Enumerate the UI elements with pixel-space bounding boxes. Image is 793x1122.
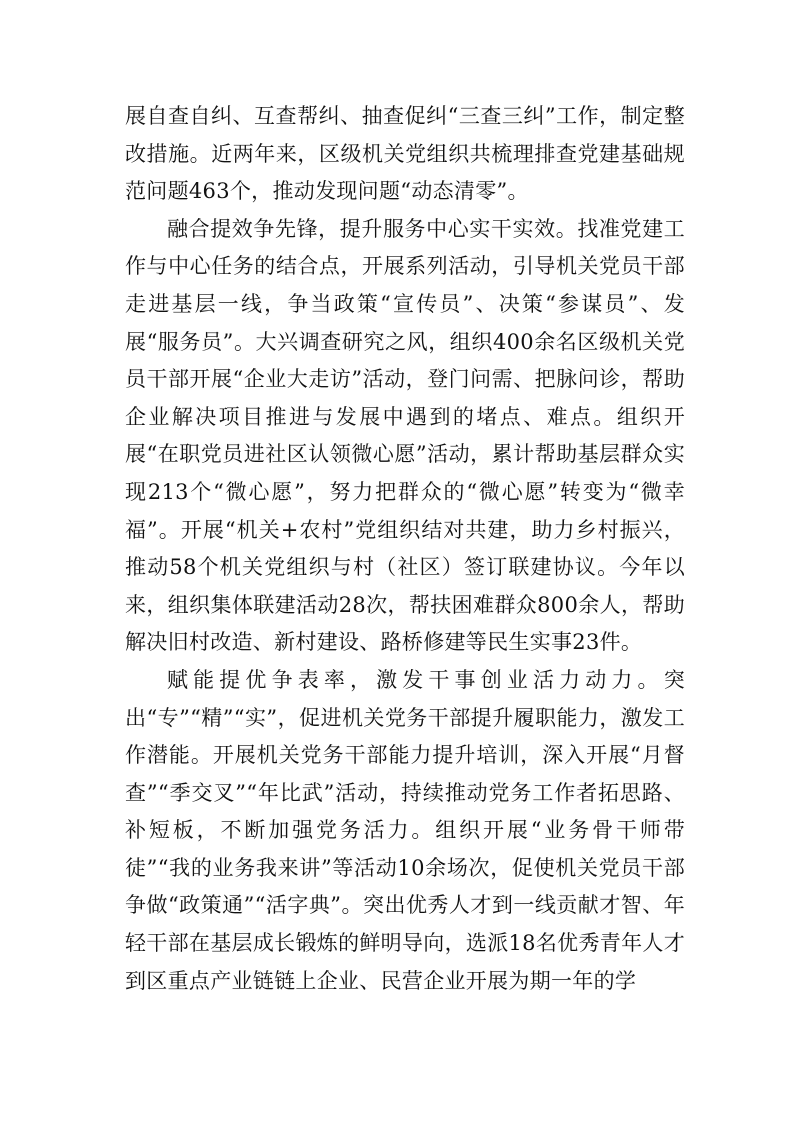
- document-body: [125, 98, 685, 1000]
- paragraph-2: 融合提效争先锋，提升服务中心实干实效。找准党建工作与中心任务的结合点，开展系列活动，引导机关党员干部走进基层一线，争当政策“宣传员”、决策“参谋员”、发展“服务员”。大兴调查研究之风，组织400余名区级机关党员干部开展“企业大走访”活动，登门问需、把脉问诊，帮助企业解决项目推进与发展中遇到的堵点、难点。组织开展“在职党员进社区认领微心愿”活动，累计帮助基层群众实现213个“微心愿”，努力把群众的“微心愿”转变为“微幸福”。开展“机关+农村”党组织结对共建，助力乡村振兴，推动58个机关党组织与村（社区）签订联建协议。今年以来，组织集体联建活动28次，帮扶困难群众800余人，帮助解决旧村改造、新村建设、路桥修建等民生实事23件。: [125, 216, 685, 655]
- paragraph-1: 展自查自纠、互查帮纠、抽查促纠“三查三纠”工作，制定整改措施。近两年来，区级机关党组织共梳理排查党建基础规范问题463个，推动发现问题“动态清零”。: [125, 104, 685, 204]
- paragraph-3: 赋能提优争表率，激发干事创业活力动力。突出“专”“精”“实”，促进机关党务干部提升履职能力，激发工作潜能。开展机关党务干部能力提升培训，深入开展“月督查”“季交叉”“年比武”活动，持续推动党务工作者拓思路、补短板，不断加强党务活力。组织开展“业务骨干师带徒”“我的业务我来讲”等活动10余场次，促使机关党员干部争做“政策通”“活字典”。突出优秀人才到一线贡献才智、年轻干部在基层成长锻炼的鲜明导向，选派18名优秀青年人才到区重点产业链链上企业、民营企业开展为期一年的学: [125, 667, 685, 993]
